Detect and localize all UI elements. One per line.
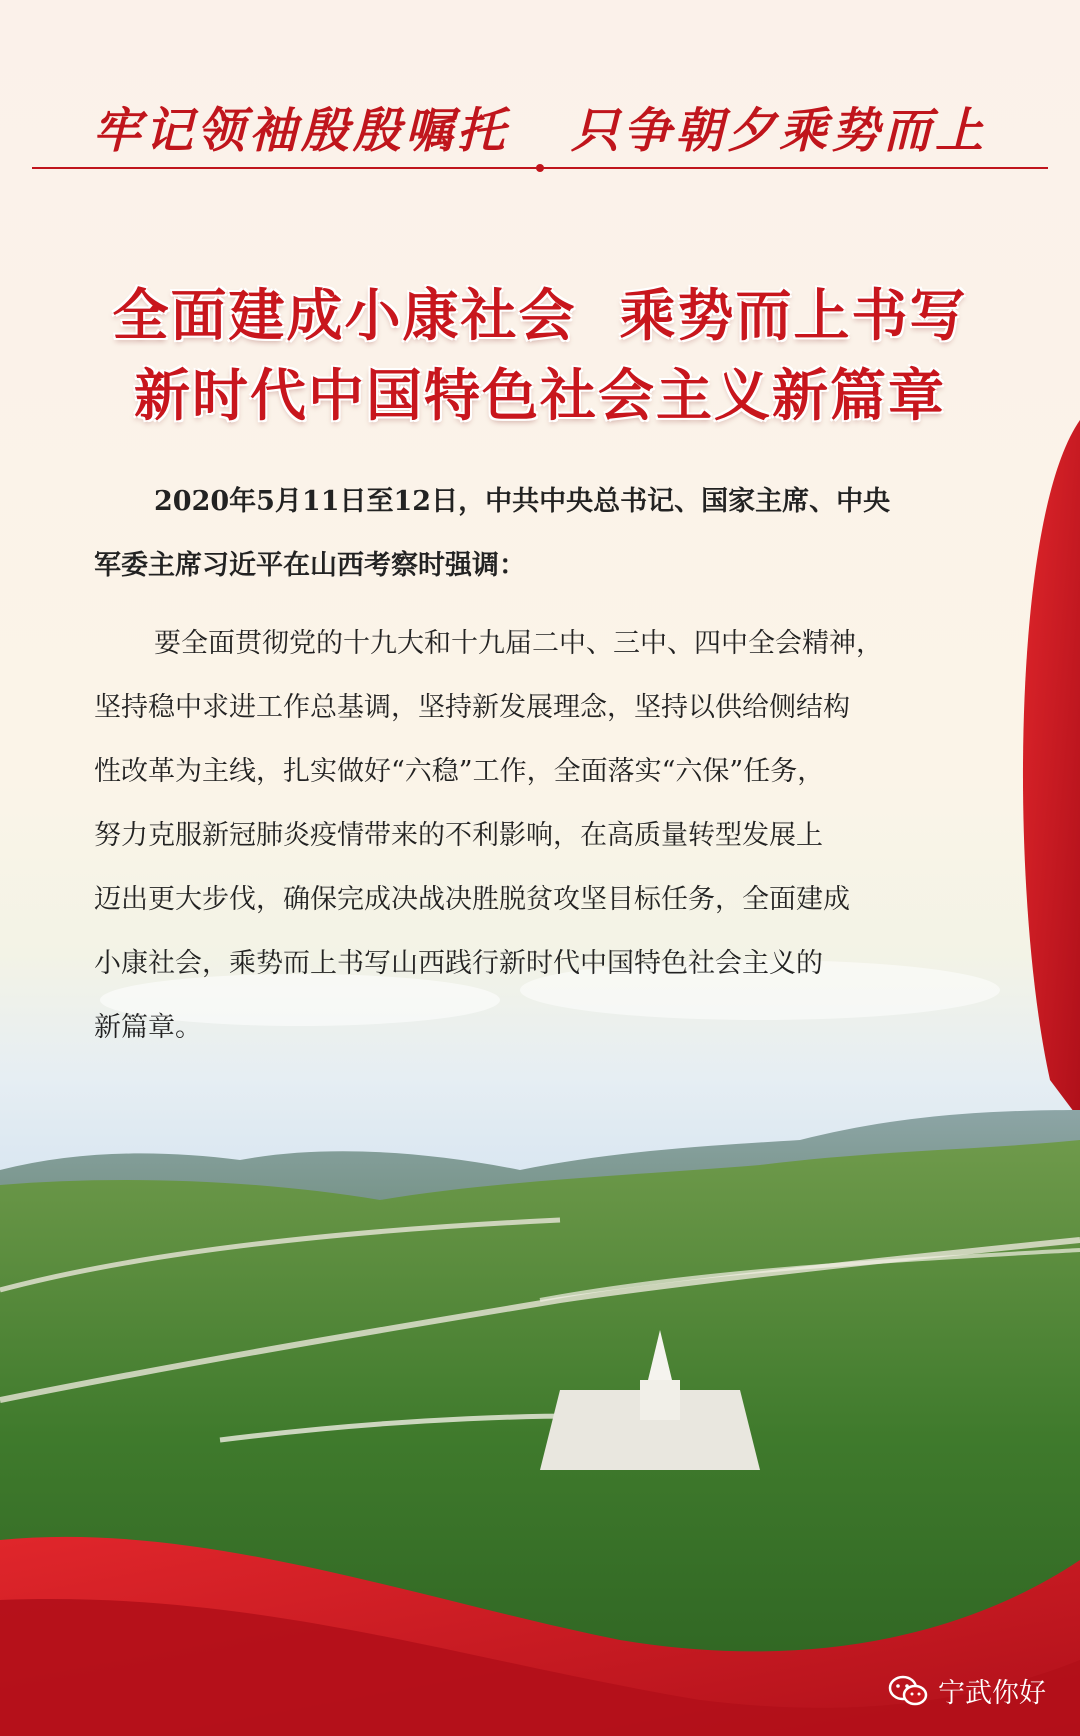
quote-line: 坚持稳中求进工作总基调，坚持新发展理念，坚持以供给侧结构 (94, 692, 850, 723)
wechat-watermark (888, 1671, 1046, 1710)
quote-line: 要全面贯彻党的十九大和十九届二中、三中、四中全会精神， (154, 628, 883, 659)
quote-line: 迈出更大步伐，确保完成决战决胜脱贫攻坚目标任务，全面建成 (94, 884, 850, 915)
motto-right: 只争朝夕乘势而上 (571, 103, 988, 159)
headline-line-2: 新时代中国特色社会主义新篇章 (134, 364, 946, 429)
intro-line: 2020年5月11日至12日，中共中央总书记、国家主席、中央 (154, 486, 891, 517)
motto-banner (0, 92, 1080, 161)
watermark-label: 宁武你好 (938, 1678, 1046, 1709)
quote-line: 性改革为主线，扎实做好“六稳”工作，全面落实“六保”任务， (94, 756, 825, 787)
header-divider (32, 164, 1048, 172)
quote-line: 努力克服新冠肺炎疫情带来的不利影响，在高质量转型发展上 (94, 820, 823, 851)
intro-line: 军委主席习近平在山西考察时强调： (94, 550, 526, 581)
quote-line: 小康社会，乘势而上书写山西践行新时代中国特色社会主义的 (94, 948, 823, 979)
intro-paragraph (94, 470, 994, 598)
motto-left: 牢记领袖殷殷嘱托 (92, 103, 509, 159)
quote-paragraph (94, 612, 994, 1060)
wechat-icon (888, 1675, 928, 1707)
quote-line: 新篇章。 (94, 1012, 202, 1043)
headline-line-1: 全面建成小康社会 乘势而上书写 (112, 284, 968, 349)
